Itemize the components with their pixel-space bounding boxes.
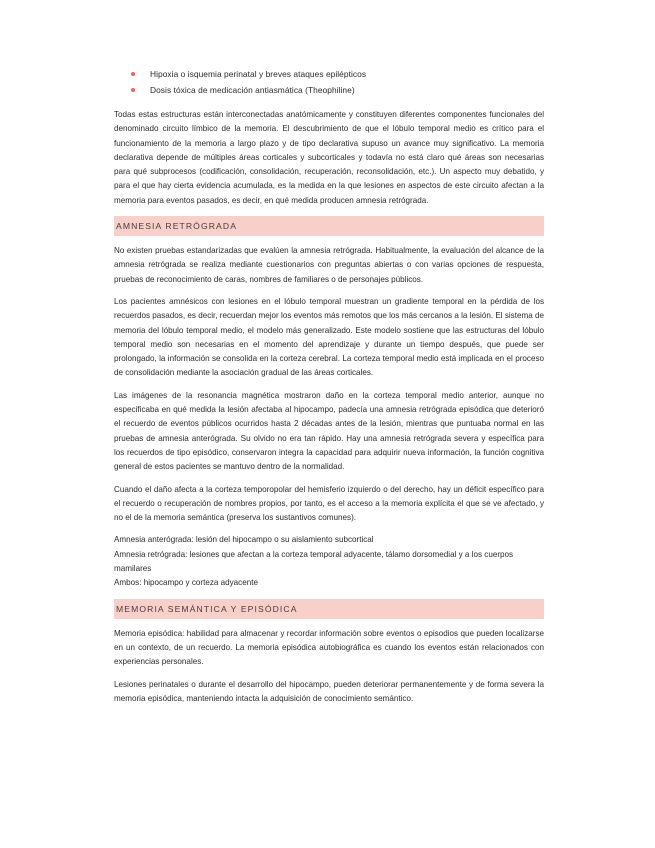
bullet-dot-icon xyxy=(131,72,135,76)
section-heading-text: AMNESIA RETRÓGRADA xyxy=(116,221,238,232)
bullet-item xyxy=(150,66,544,82)
note-line: Amnesia retrógrada: lesiones que afectan a la corteza temporal adyacente, tálamo dorsomedial y a los cuerpos mamilares xyxy=(114,549,514,574)
section-heading-memoria-semantica xyxy=(114,599,544,619)
bullet-text: Hipoxia o isquemia perinatal y breves ataques epilépticos xyxy=(150,69,367,79)
amnesia-notes xyxy=(114,533,544,590)
paragraph: Lesiones perinatales o durante el desarrollo del hipocampo, pueden deteriorar permanentemente y de forma severa la memoria episódica, manteniendo intacta la adquisición de conocimiento semántico. xyxy=(114,679,544,703)
section-heading-text: MEMORIA SEMÁNTICA Y EPISÓDICA xyxy=(116,603,298,614)
bullet-list xyxy=(114,66,544,98)
paragraph: No existen pruebas estandarizadas que evalúen la amnesia retrógrada. Habitualmente, la evaluación del alcance de la amnesia retrógrada se realiza mediante cuestionarios con preguntas abiertas o con varias opciones de respuesta, pruebas de reconocimiento de caras, nombres de familiares o de personajes públicos. xyxy=(114,246,544,284)
paragraph: Los pacientes amnésicos con lesiones en el lóbulo temporal muestran un gradiente temporal en la pérdida de los recuerdos pasados, es decir, recuerdan mejor los eventos más remotos que los más cercanos a la lesión. El sistema de memoria del lóbulo temporal medio, el modelo más generalizado. Este modelo sostiene que las estructuras del lóbulo temporal medio son necesarias en el momento del aprendizaje y durante un tiempo después, que puede ser prolongado, la información se consolida en la corteza cerebral. La corteza temporal medio está implicada en el proceso de consolidación mediante la asociación gradual de las áreas corticales. xyxy=(114,296,544,378)
note-line: Amnesia anterógrada: lesión del hipocampo o su aislamiento subcortical xyxy=(114,535,374,545)
section-heading-amnesia-retrograda xyxy=(114,216,544,236)
intro-paragraph: Todas estas estructuras están interconectadas anatómicamente y constituyen diferentes componentes funcionales del denominado circuito límbico de la memoria. El descubrimiento de que el lóbulo temporal medio es crítico para el funcionamiento de la memoria a largo plazo y de tipo declarativa supuso un avance muy significativo. La memoria declarativa depende de múltiples áreas corticales y subcorticales y todavía no está claro qué áreas son necesarias para qué subprocesos (codificación, consolidación, recuperación, reconsolidación, etc.). Un aspecto muy debatido, y para el que hay cierta evidencia acumulada, es la medida en la que lesiones en aspectos de este circuito afectan a la memoria para eventos pasados, es decir, en qué medida producen amnesia retrógrada. xyxy=(114,110,544,205)
page-content xyxy=(114,66,544,714)
bullet-item xyxy=(150,82,544,98)
bullet-dot-icon xyxy=(131,88,135,92)
paragraph: Cuando el daño afecta a la corteza temporopolar del hemisferio izquierdo o del derecho, hay un déficit específico para el recuerdo o recuperación de nombres propios, por tanto, es el acceso a la memoria explícita el que se ve afectado, y no el de la memoria semántica (preserva los sustantivos comunes). xyxy=(114,484,544,523)
paragraph: Memoria episódica: habilidad para almacenar y recordar información sobre eventos o episodios que pueden localizarse en un contexto, de un recuerdo. La memoria episódica autobiográfica es cuando los eventos están relacionados con experiencias personales. xyxy=(114,628,544,667)
bullet-text: Dosis tóxica de medicación antiasmática (Theophiline) xyxy=(150,85,355,95)
note-line: Ambos: hipocampo y corteza adyacente xyxy=(114,578,258,588)
paragraph: Las imágenes de la resonancia magnética mostraron daño en la corteza temporal medio anterior, aunque no especificaba en qué medida la lesión afectaba al hipocampo, padecía una amnesia retrógrada episódica que deterioró el recuerdo de eventos públicos ocurridos hasta 2 décadas antes de la lesión, mientras que puntuaba normal en las pruebas de amnesia anterógrada. Su olvido no era tan rápido. Hay una amnesia retrógrada severa y específica para los recuerdos de tipo episódico, conservaron integra la capacidad para adquirir nueva información, la función cognitiva general de estos pacientes se mantuvo dentro de la normalidad. xyxy=(114,390,544,472)
